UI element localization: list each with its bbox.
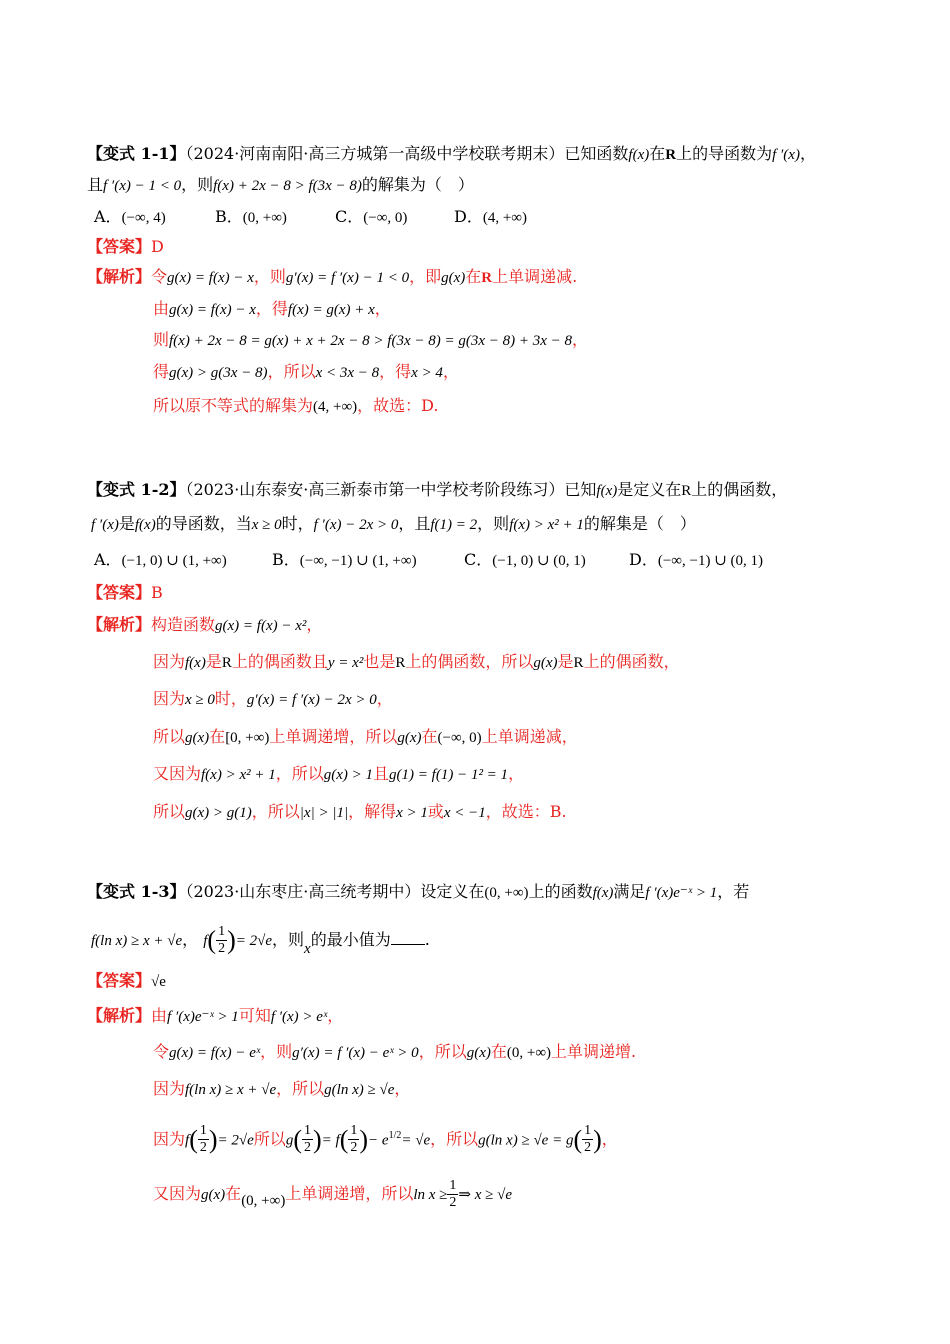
p2-tag: 【变式 1-2】 (87, 480, 186, 499)
p3-answer (87, 969, 166, 994)
math: = √e (401, 1132, 431, 1149)
math: g(x) > 1 (323, 767, 374, 783)
text: ， (182, 930, 199, 949)
p2-analysis-line1 (87, 613, 322, 638)
p1-stem-text: 且 (87, 175, 104, 194)
p3-source: （2023·山东枣庄·高三统考期中） (185, 882, 421, 901)
p1-tag: 【变式 1-1】 (87, 144, 186, 163)
answer-value: √e (151, 974, 166, 990)
paren: ( (189, 1124, 198, 1154)
math: g(x) = f(x) − x (169, 302, 256, 318)
text: 上的偶函数， (691, 480, 788, 499)
text: 上的函数 (528, 882, 593, 901)
math: f(x) (596, 483, 618, 499)
text: 在 (209, 727, 226, 746)
text: ，且 (398, 514, 431, 533)
option-value: (−1, 0) ∪ (1, +∞) (121, 553, 227, 569)
text: ， (572, 330, 589, 349)
text: 由 (153, 299, 170, 318)
math: g(1) = f(1) − 1² = 1 (389, 767, 509, 783)
text: 因为 (153, 1079, 186, 1098)
paren: ) (312, 1124, 322, 1154)
p2-analysis-line2 (153, 650, 680, 675)
p1-stem-text: ，则 (181, 175, 214, 194)
option-value: (−∞, 4) (121, 210, 166, 226)
text: 的导函数，当 (155, 514, 252, 533)
text: 因为 (153, 689, 186, 708)
text: ，则 (272, 930, 305, 949)
p3-analysis-line4 (153, 1116, 618, 1160)
text: ，则 (260, 1042, 293, 1061)
answer-value: D (151, 237, 164, 256)
numerator: 1 (449, 1178, 457, 1193)
p3-analysis-line2 (153, 1040, 636, 1065)
text: ，若 (717, 882, 750, 901)
p2-option-a (94, 548, 227, 573)
text: 或 (427, 802, 444, 821)
math: = 2√e (217, 1132, 254, 1149)
math: g(x) (441, 270, 466, 286)
text: ，则 (253, 267, 286, 286)
math: g(x) = f(x) − x² (215, 618, 307, 634)
option-value: (4, +∞) (482, 210, 527, 226)
p1-analysis-line2 (153, 297, 391, 322)
text: ，即 (409, 267, 442, 286)
fraction (447, 1178, 458, 1211)
math: x ≥ 0 (251, 517, 282, 533)
p2-stem-line1 (87, 478, 787, 503)
math: f(ln x) ≥ x + √e (91, 933, 183, 949)
math: x > 4 (411, 365, 443, 381)
option-label: A． (94, 207, 122, 226)
p1-option-b (215, 205, 287, 230)
text: 又因为 (153, 764, 202, 783)
text: 上的偶函数， (583, 652, 680, 671)
p1-math-fx: f(x) (628, 147, 650, 163)
p3-stem-line2 (91, 922, 430, 959)
math: g(x) (201, 1187, 226, 1203)
paren: ) (227, 925, 236, 955)
math: |x| > |1| (299, 805, 349, 821)
text: . (424, 930, 430, 949)
fraction (582, 1123, 593, 1156)
p1-option-d (454, 205, 527, 230)
numerator: 1 (584, 1123, 592, 1139)
math: R (681, 483, 692, 499)
numerator: 1 (218, 924, 226, 939)
denominator: 2 (303, 1140, 311, 1156)
option-label: C． (335, 207, 364, 226)
option-label: B． (215, 207, 243, 226)
text: 在 (421, 727, 438, 746)
text: 上单调递减. (492, 267, 578, 286)
paren: ) (359, 1124, 369, 1154)
p2-analysis-line4 (153, 725, 578, 750)
analysis-label: 【解析】 (87, 267, 152, 286)
numerator: 1 (199, 1123, 207, 1139)
text: 在 (465, 267, 482, 286)
p1-math-ineq: f(x) + 2x − 8 > f(3x − 8) (213, 178, 362, 194)
math: f (203, 933, 208, 949)
math: x ≥ 0 (185, 692, 215, 708)
math: (0, +∞) (506, 1045, 552, 1061)
text: 已知 (564, 480, 597, 499)
text: 是 (557, 652, 574, 671)
p1-analysis-line1 (87, 265, 577, 290)
option-value: (0, +∞) (242, 210, 287, 226)
p2-option-c (464, 548, 586, 573)
math: x (304, 941, 311, 957)
option-value: (−1, 0) ∪ (0, 1) (492, 553, 586, 569)
p3-analysis-line1 (87, 1004, 343, 1029)
p3-tag: 【变式 1-3】 (87, 882, 186, 901)
fraction (348, 1123, 359, 1156)
math: f(x) (134, 517, 156, 533)
text: 满足 (613, 882, 646, 901)
text: ， (306, 615, 323, 634)
math: (4, +∞) (313, 399, 358, 415)
option-label: D． (629, 550, 658, 569)
denominator: 2 (584, 1140, 592, 1156)
text: 上单调递增，所以 (269, 727, 398, 746)
math: g(x) (185, 730, 210, 746)
math: g(x) (397, 730, 422, 746)
math: x < −1 (443, 805, 486, 821)
math: = 2√e (235, 933, 273, 949)
text: 因为 (153, 652, 186, 671)
math: f ′(x) (91, 517, 119, 533)
p1-math-fpx: f ′(x) (772, 147, 800, 163)
math: f ′(x) > eˣ (270, 1009, 328, 1025)
denominator: 2 (199, 1140, 207, 1156)
math: g′(x) = f ′(x) − 1 < 0 (285, 270, 410, 286)
math: g′(x) = f ′(x) − eˣ > 0 (292, 1045, 419, 1061)
math: ln x ≥ (413, 1187, 448, 1203)
text: 在 (225, 1184, 242, 1203)
text: ，所以 (418, 1042, 467, 1061)
math: g(x) > g(1) (185, 805, 252, 821)
math: R (395, 655, 406, 671)
math: = f (321, 1132, 340, 1149)
answer-value: B (151, 583, 163, 602)
text: ，所以 (275, 764, 324, 783)
p1-analysis-line5 (153, 394, 439, 419)
denominator: 2 (218, 941, 226, 956)
text: 设定义在 (420, 882, 485, 901)
p1-answer (87, 235, 164, 259)
text: ，所以 (276, 1079, 325, 1098)
text: ，得 (255, 299, 288, 318)
exponent: 1/2 (388, 1130, 402, 1141)
p3-stem-line1 (87, 880, 749, 905)
paren: ( (293, 1124, 302, 1154)
math: g(ln x) ≥ √e = g (478, 1132, 574, 1149)
answer-blank (391, 930, 425, 945)
math: f(x) + 2x − 8 = g(x) + x + 2x − 8 > f(3x − 8) = g(3x − 8) + 3x − 8 (169, 333, 573, 349)
text: 令 (151, 267, 168, 286)
text: ， (376, 689, 393, 708)
text: 且 (373, 764, 390, 783)
text: 上的偶函数且 (231, 652, 328, 671)
text: 是定义在 (617, 480, 682, 499)
paren: ( (573, 1124, 583, 1154)
text: ， (394, 1079, 411, 1098)
text: 因为 (153, 1129, 186, 1149)
math: ⇒ x ≥ √e (458, 1187, 513, 1203)
analysis-label: 【解析】 (87, 1006, 152, 1025)
math: f ′(x) − 2x > 0 (313, 517, 399, 533)
fraction (216, 924, 227, 957)
text: ， (327, 1006, 344, 1025)
text: 上单调递增，所以 (285, 1184, 414, 1203)
math: f(x) = g(x) + x (287, 302, 375, 318)
math: f ′(x)e⁻ˣ > 1 (645, 885, 718, 901)
numerator: 1 (303, 1123, 311, 1139)
math: R (573, 655, 584, 671)
text: 令 (153, 1042, 170, 1061)
math: (−∞, 0) (437, 730, 482, 746)
denominator: 2 (350, 1140, 358, 1156)
option-value: (−∞, −1) ∪ (1, +∞) (299, 553, 417, 569)
answer-label: 【答案】 (87, 971, 152, 990)
text: ，得 (379, 362, 412, 381)
p1-stem-text: ， (799, 144, 816, 163)
option-value: (−∞, −1) ∪ (0, 1) (657, 553, 764, 569)
text: 构造函数 (151, 615, 216, 634)
text: ， (508, 764, 525, 783)
text: 则 (153, 330, 170, 349)
math: g(x) (533, 655, 558, 671)
text: ， (374, 299, 391, 318)
text: 上单调递增. (551, 1042, 637, 1061)
p3-analysis-line5 (153, 1174, 512, 1215)
math: [0, +∞) (225, 730, 270, 746)
math: x < 3x − 8 (315, 365, 380, 381)
text: ，所以 (267, 362, 316, 381)
math: g′(x) = f ′(x) − 2x > 0 (246, 692, 377, 708)
math: g(x) = f(x) − x (167, 270, 254, 286)
math: x > 1 (396, 805, 428, 821)
paren: ( (207, 925, 217, 955)
text: 上的偶函数，所以 (405, 652, 534, 671)
p2-analysis-line6 (153, 800, 567, 825)
p1-analysis-line3 (153, 328, 588, 353)
p1-stem-text: 在 (649, 144, 666, 163)
text: 所以 (153, 802, 186, 821)
p2-analysis-line3 (153, 687, 393, 712)
p2-answer (87, 581, 163, 605)
text: ，则 (477, 514, 510, 533)
math: g(x) (466, 1045, 491, 1061)
text: 又因为 (153, 1184, 202, 1203)
math: f(x) > x² + 1 (509, 517, 584, 533)
p1-stem-text: 的解集为（ ） (361, 175, 474, 194)
text: 可知 (238, 1006, 271, 1025)
p2-option-b (272, 548, 417, 573)
answer-label: 【答案】 (87, 237, 152, 256)
fraction (302, 1123, 313, 1156)
p1-stem-line1 (87, 142, 816, 167)
math: f(x) (592, 885, 614, 901)
p2-source: （2023·山东泰安·高三新泰市第一中学校考阶段练习） (185, 480, 565, 499)
p1-stem-text: 上的导函数为 (676, 144, 773, 163)
math: (0, +∞) (484, 885, 529, 901)
math: R (221, 655, 232, 671)
p1-option-a (94, 205, 166, 230)
answer-label: 【答案】 (87, 583, 152, 602)
text: ， (442, 362, 459, 381)
denominator: 2 (449, 1195, 457, 1210)
analysis-label: 【解析】 (87, 615, 152, 634)
math: R (481, 270, 493, 286)
option-label: B． (272, 550, 300, 569)
text: 在 (490, 1042, 507, 1061)
text: ，解得 (348, 802, 397, 821)
text: ，所以 (430, 1129, 479, 1149)
p1-option-c (335, 205, 407, 230)
math: − e (368, 1132, 389, 1149)
p1-math-R: R (665, 147, 677, 163)
p1-stem-line2 (87, 173, 474, 198)
option-value: (−∞, 0) (363, 210, 408, 226)
math: f(x) (185, 655, 206, 671)
math: g(x) > g(3x − 8) (169, 365, 268, 381)
text: 是 (118, 514, 135, 533)
numerator: 1 (350, 1123, 358, 1139)
p1-analysis-line4 (153, 360, 459, 385)
text: 上单调递减， (481, 727, 578, 746)
option-label: D． (454, 207, 483, 226)
paren: ) (593, 1124, 602, 1154)
math: g (285, 1132, 294, 1149)
text: 得 (153, 362, 170, 381)
math: y = x² (327, 655, 364, 671)
paren: ) (208, 1124, 218, 1154)
math: g(x) = f(x) − eˣ (169, 1045, 261, 1061)
text: 所以 (253, 1129, 286, 1149)
text: 时， (214, 689, 247, 708)
fraction (198, 1123, 209, 1156)
text: ，故选：B. (485, 802, 567, 821)
option-label: A． (94, 550, 122, 569)
text: 由 (151, 1006, 168, 1025)
p2-analysis-line5 (153, 762, 524, 787)
math: g(ln x) ≥ √e (324, 1082, 395, 1098)
option-label: C． (464, 550, 493, 569)
text: 的最小值为 (310, 930, 391, 949)
p1-math-cond: f ′(x) − 1 < 0 (103, 178, 182, 194)
math: f(1) = 2 (430, 517, 478, 533)
text: 时， (281, 514, 314, 533)
p2-stem-line2 (91, 512, 696, 537)
math: f(x) > x² + 1 (201, 767, 276, 783)
paren: ( (339, 1124, 349, 1154)
text: ，故选：D. (357, 396, 439, 415)
text: 是 (205, 652, 222, 671)
text: 也是 (363, 652, 396, 671)
math: f (185, 1132, 190, 1149)
text: ，所以 (251, 802, 300, 821)
p3-analysis-line3 (153, 1077, 410, 1102)
text: ， (601, 1129, 618, 1149)
p1-source: （2024·河南南阳·高三方城第一高级中学校联考期末） (185, 144, 565, 163)
math: (0, +∞) (241, 1193, 286, 1209)
p1-stem-text: 已知函数 (564, 144, 629, 163)
p2-option-d (629, 548, 763, 573)
text: 所以 (153, 727, 186, 746)
math: f ′(x)e⁻ˣ > 1 (167, 1009, 239, 1025)
text: 的解集是（ ） (583, 514, 696, 533)
text: 所以原不等式的解集为 (153, 396, 314, 415)
math: f(ln x) ≥ x + √e (185, 1082, 277, 1098)
